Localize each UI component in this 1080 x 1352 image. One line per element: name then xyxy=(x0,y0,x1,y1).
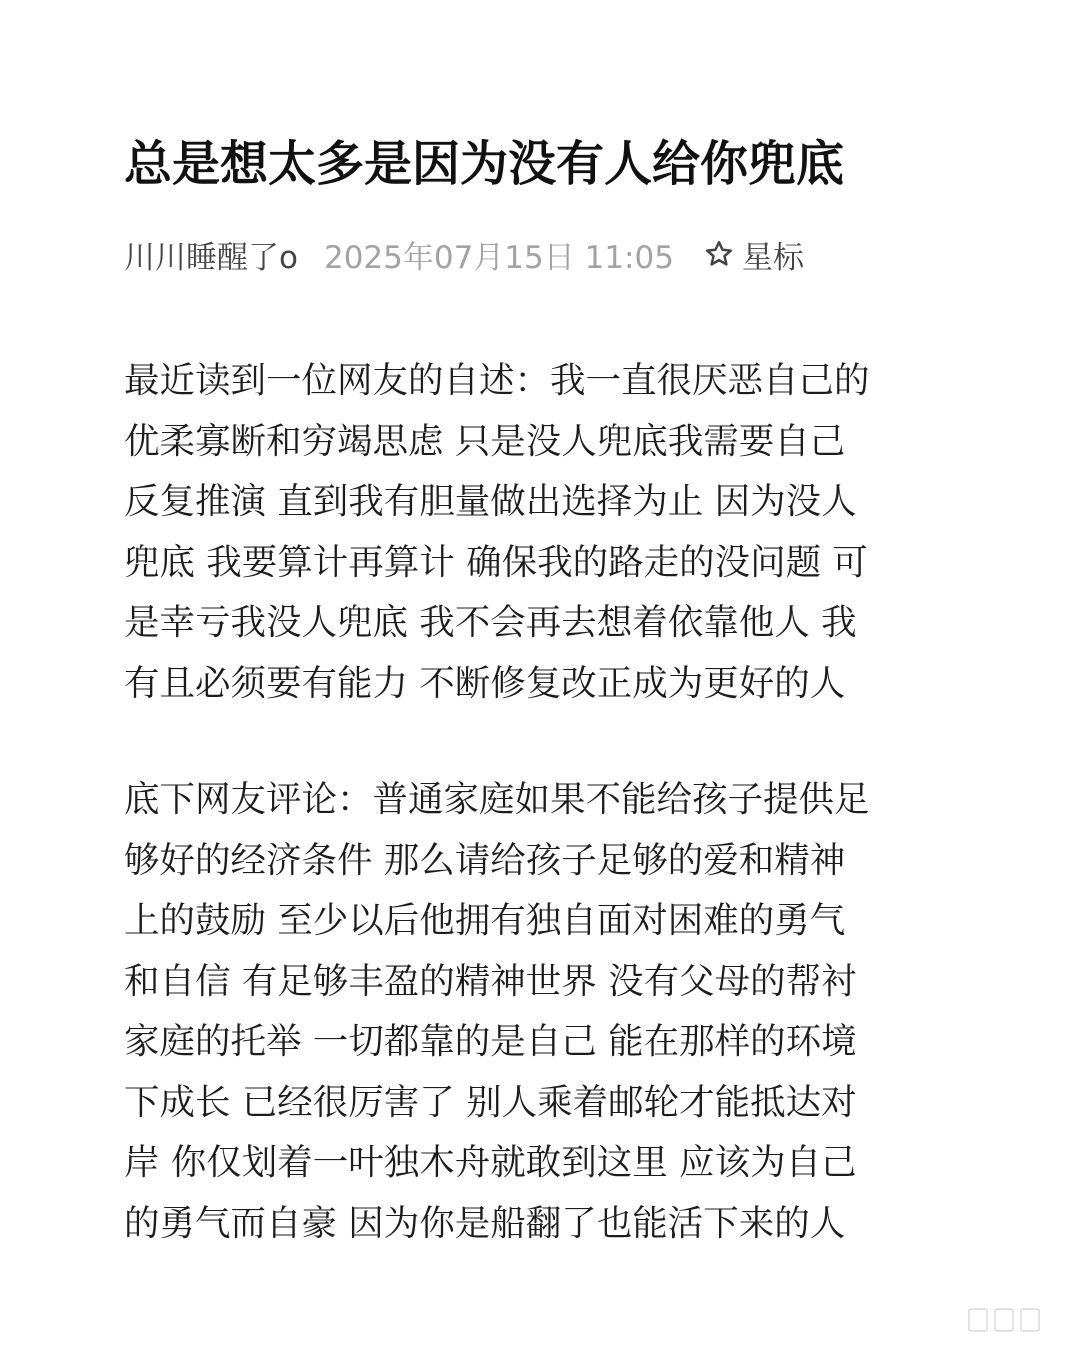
paragraph-line: 兜底 我要算计再算计 确保我的路走的没问题 可 xyxy=(124,541,868,583)
paragraph-line: 岸 你仅划着一叶独木舟就敢到这里 应该为自己 xyxy=(124,1142,857,1183)
watermark-mark xyxy=(1020,1308,1040,1332)
star-button[interactable] xyxy=(704,232,804,277)
corner-watermark xyxy=(968,1308,1040,1332)
article-title: 总是想太多是因为没有人给你兜底 xyxy=(124,136,845,192)
paragraph-line: 是幸亏我没人兜底 我不会再去想着依靠他人 我 xyxy=(124,602,857,643)
paragraph-line: 够好的经济条件 那么请给孩子足够的爱和精神 xyxy=(124,839,846,881)
author-name[interactable]: 川川睡醒了o xyxy=(124,239,298,276)
article-meta xyxy=(124,232,804,276)
paragraph-line: 下成长 已经很厉害了 别人乘着邮轮才能抵达对 xyxy=(124,1081,857,1123)
paragraph-line: 家庭的托举 一切都靠的是自己 能在那样的环境 xyxy=(124,1021,857,1062)
star-label: 星标 xyxy=(741,239,804,276)
star-outline-icon xyxy=(704,239,734,269)
watermark-mark xyxy=(994,1308,1014,1332)
paragraph-line: 最近读到一位网友的自述：我一直很厌恶自己的 xyxy=(124,360,870,401)
paragraph-line: 反复推演 直到我有胆量做出选择为止 因为没人 xyxy=(124,481,857,522)
paragraph-line: 的勇气而自豪 因为你是船翻了也能活下来的人 xyxy=(124,1202,846,1244)
paragraph-comment xyxy=(124,770,974,1254)
paragraph-line: 上的鼓励 至少以后他拥有独自面对困难的勇气 xyxy=(124,900,846,941)
watermark-mark xyxy=(968,1308,988,1332)
paragraph-line: 和自信 有足够丰盈的精神世界 没有父母的帮衬 xyxy=(124,960,857,1002)
paragraph-line: 优柔寡断和穷竭思虑 只是没人兜底我需要自己 xyxy=(124,420,846,462)
paragraph-line: 底下网友评论：普通家庭如果不能给孩子提供足 xyxy=(124,779,870,820)
paragraph-line: 有且必须要有能力 不断修复改正成为更好的人 xyxy=(124,662,846,704)
publish-datetime: 2025年07月15日 11:05 xyxy=(323,239,674,276)
paragraph-post xyxy=(124,351,974,714)
